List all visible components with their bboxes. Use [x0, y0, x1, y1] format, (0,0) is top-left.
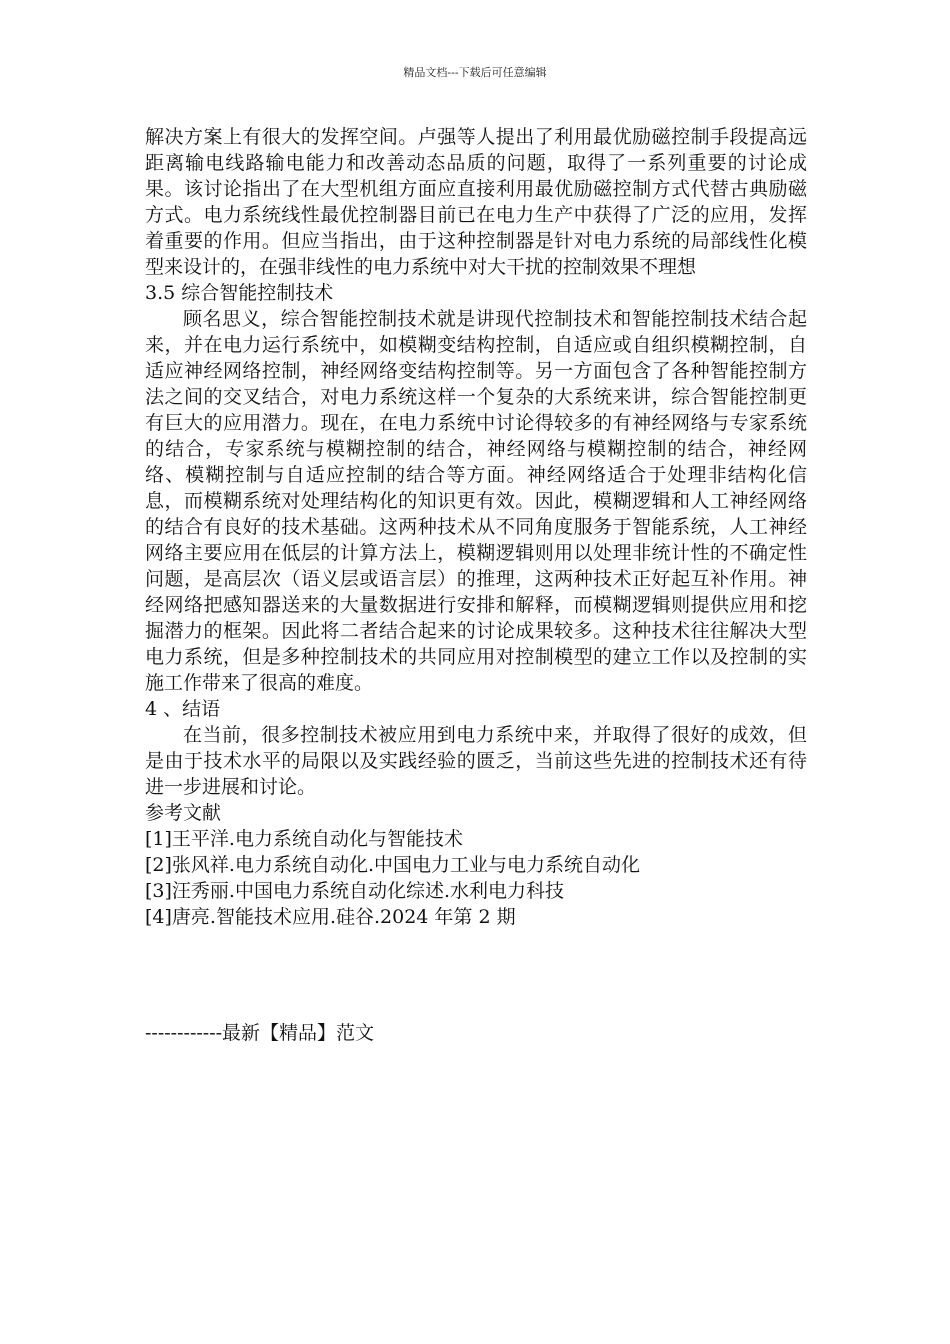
paragraph-conclusion: 在当前，很多控制技术被应用到电力系统中来，并取得了很好的成效，但是由于技术水平的局限以及实践经验的匮乏，当前这些先进的控制技术还有待进一步进展和讨论。 [145, 724, 807, 798]
reference-item-3: [3]汪秀丽.中国电力系统自动化综述.水利电力科技 [145, 880, 564, 902]
paragraph-excitation-control: 解决方案上有很大的发挥空间。卢强等人提出了利用最优励磁控制手段提高远距离输电线路输电能力和改善动态品质的问题，取得了一系列重要的讨论成果。该讨论指出了在大型机组方面应直接利用最优励磁控制方式代替古典励磁方式。电力系统线性最优控制器目前已在电力生产中获得了广泛的应用，发挥着重要的作用。但应当指出，由于这种控制器是针对电力系统的局部线性化模型来设计的，在强非线性的电力系统中对大干扰的控制效果不理想 [145, 126, 807, 278]
references-heading: 参考文献 [145, 802, 222, 824]
page-footer: ------------最新【精品】范文 [145, 1022, 375, 1044]
reference-item-1: [1]王平洋.电力系统自动化与智能技术 [145, 828, 463, 850]
section-heading-4: 4 、结语 [145, 698, 221, 720]
paragraph-integrated-intelligent-control: 顾名思义，综合智能控制技术就是讲现代控制技术和智能控制技术结合起来，并在电力运行系统中，如模糊变结构控制，自适应或自组织模糊控制，自适应神经网络控制，神经网络变结构控制等。另一方面包含了各种智能控制方法之间的交叉结合，对电力系统这样一个复杂的大系统来讲，综合智能控制更有巨大的应用潜力。现在，在电力系统中讨论得较多的有神经网络与专家系统的结合，专家系统与模糊控制的结合，神经网络与模糊控制的结合，神经网络、模糊控制与自适应控制的结合等方面。神经网络适合于处理非结构化信息，而模糊系统对处理结构化的知识更有效。因此，模糊逻辑和人工神经网络的结合有良好的技术基础。这两种技术从不同角度服务于智能系统，人工神经网络主要应用在低层的计算方法上，模糊逻辑则用以处理非统计性的不确定性问题，是高层次（语义层或语言层）的推理，这两种技术正好起互补作用。神经网络把感知器送来的大量数据进行安排和解释，而模糊逻辑则提供应用和挖掘潜力的框架。因此将二者结合起来的讨论成果较多。这种技术往往解决大型电力系统，但是多种控制技术的共同应用对控制模型的建立工作以及控制的实施工作带来了很高的难度。 [145, 308, 807, 694]
page-header: 精品文档---下载后可任意编辑 [403, 66, 547, 79]
reference-item-2: [2]张风祥.电力系统自动化.中国电力工业与电力系统自动化 [145, 854, 640, 876]
document-body [145, 124, 807, 930]
reference-item-4: [4]唐亮.智能技术应用.硅谷.2024 年第 2 期 [145, 906, 516, 928]
section-heading-3-5: 3.5 综合智能控制技术 [145, 282, 334, 304]
